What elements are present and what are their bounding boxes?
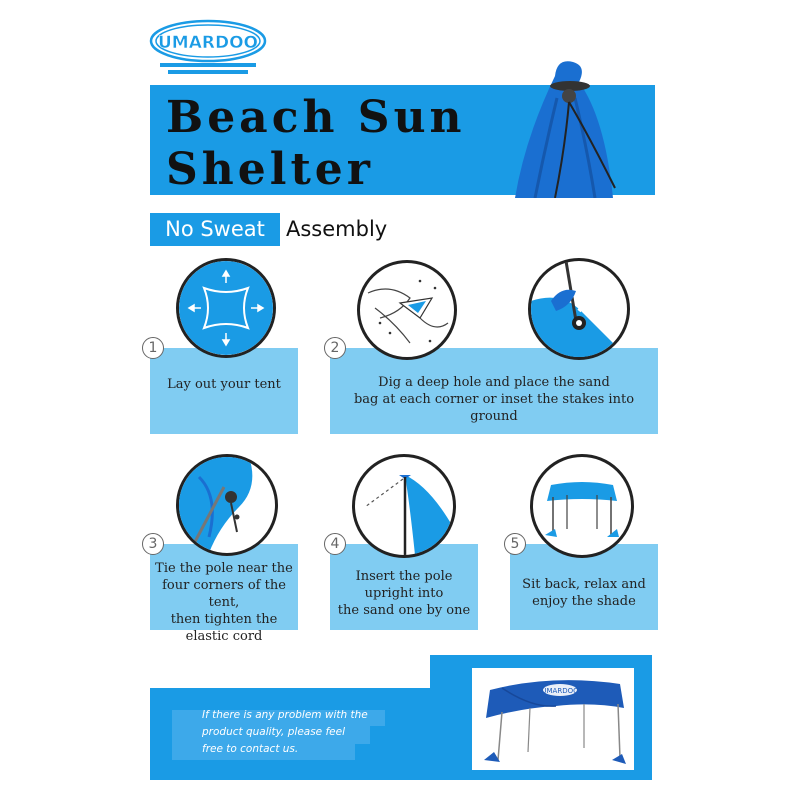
laid-out-tent-icon bbox=[179, 261, 273, 355]
step-3-line-3: then tighten the bbox=[170, 612, 278, 627]
step-4-line-1: Insert the pole bbox=[355, 569, 453, 584]
step-3-card bbox=[150, 544, 298, 644]
subtitle-rest: Assembly bbox=[286, 217, 388, 241]
step-3-illustration bbox=[176, 454, 278, 556]
canopy-logo-text: UMARDOO bbox=[541, 687, 579, 695]
step-2-corner-illustration bbox=[528, 258, 630, 360]
step-5-number: 5 bbox=[504, 533, 526, 555]
step-2-text bbox=[330, 374, 658, 425]
step-4-line-2: upright into bbox=[364, 586, 444, 601]
finished-shelter-icon bbox=[533, 457, 631, 555]
step-4-illustration bbox=[352, 454, 456, 558]
step-5-line-2: enjoy the shade bbox=[532, 594, 636, 609]
step-2-number: 2 bbox=[324, 337, 346, 359]
step-4-number: 4 bbox=[324, 533, 346, 555]
product-photo bbox=[472, 668, 634, 770]
step-3-number: 3 bbox=[142, 533, 164, 555]
contact-line-3: free to contact us. bbox=[202, 743, 299, 755]
step-2-line-1: Dig a deep hole and place the sand bbox=[378, 375, 610, 390]
step-3-line-4: elastic cord bbox=[185, 629, 263, 644]
folded-umbrella-icon bbox=[495, 58, 665, 198]
subtitle-highlight: No Sweat bbox=[150, 213, 280, 246]
page-title bbox=[166, 92, 466, 196]
step-4-text bbox=[330, 568, 478, 619]
step-4-line-3: the sand one by one bbox=[337, 603, 471, 618]
step-1-text bbox=[150, 376, 298, 393]
step-2-illustration bbox=[357, 260, 457, 360]
title-line-1: Beach Sun bbox=[166, 92, 466, 143]
step-5-illustration bbox=[530, 454, 634, 558]
contact-line-1: If there is any problem with the bbox=[202, 709, 368, 721]
canopy-photo-icon bbox=[472, 668, 634, 770]
step-2-line-2: bag at each corner or inset the stakes into ground bbox=[353, 392, 635, 424]
step-1-card bbox=[150, 348, 298, 434]
step-2-card bbox=[330, 348, 658, 434]
step-1-line-1: Lay out your tent bbox=[167, 377, 281, 392]
insert-pole-icon bbox=[355, 457, 453, 555]
sand-bag-icon bbox=[360, 263, 454, 357]
step-3-line-2: four corners of the tent, bbox=[162, 578, 286, 610]
step-3-text bbox=[150, 560, 298, 645]
tent-corner-icon bbox=[531, 261, 627, 357]
contact-note bbox=[202, 707, 392, 758]
step-3-line-1: Tie the pole near the bbox=[155, 561, 293, 576]
tie-pole-icon bbox=[179, 457, 275, 553]
step-1-number: 1 bbox=[142, 337, 164, 359]
step-5-line-1: Sit back, relax and bbox=[522, 577, 646, 592]
title-line-2: Shelter bbox=[166, 144, 374, 195]
logo-text: UMARDOO bbox=[158, 33, 258, 53]
step-5-text bbox=[510, 576, 658, 610]
brand-logo bbox=[148, 18, 268, 76]
step-1-illustration bbox=[176, 258, 276, 358]
contact-line-2: product quality, please feel bbox=[202, 726, 346, 738]
